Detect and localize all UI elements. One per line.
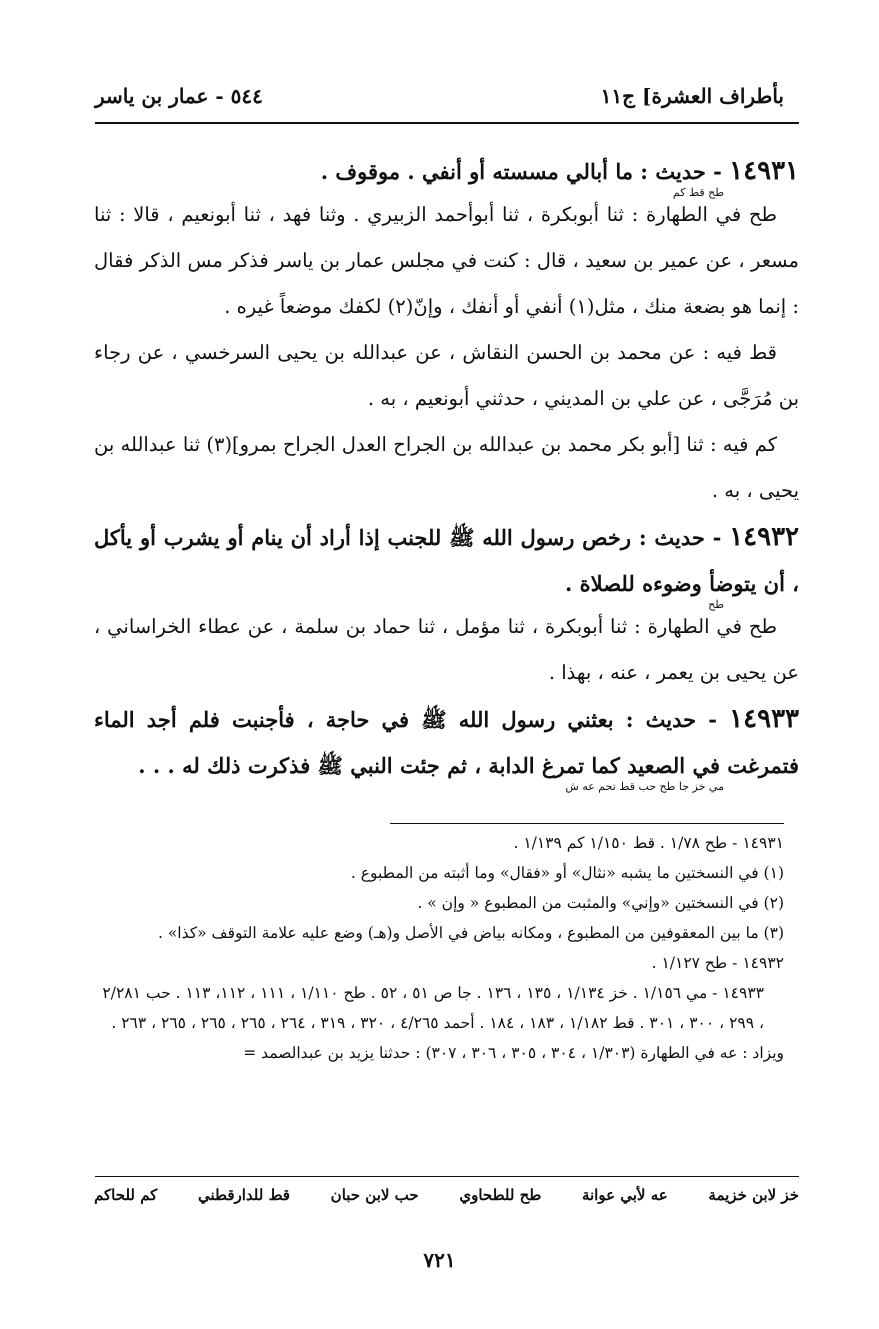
abbreviations-key [94, 1186, 799, 1204]
hadith-sigla: طح قط كم [672, 186, 724, 199]
hadith-title: - حديث : بعثني رسول الله ﷺ في حاجة ، فأجنبت فلم أجد الماء فتمرغت في الصعيد كما تمرغ الدابة ، ثم جئت النبي ﷺ فذكرت ذلك له . . . [94, 707, 799, 778]
footnote: ١٤٩٣٣ - مي ١/١٥٦ . خز ١/١٣٤ ، ١٣٥ ، ١٣٦ . جا ص ٥١ ، ٥٢ . طح ١/١١٠ ، ١١١ ، ١١٢، ١١٣ . حب ٢/٢٨١ ، ٢٩٩ ، ٣٠٠ ، ٣٠١ . قط ١/١٨٢ ، ١٨٣ ، ١٨٤ . أحمد ٤/٢٦٥ ، ٣٢٠ ، ٣١٩ ، ٢٦٤ ، ٢٦٥ ، ٢٦٥ ، ٢٦٥ ، ٢٦٣ . [102, 984, 764, 1032]
hadith-entry [94, 514, 799, 696]
abbreviation: عه لأبي عوانة [581, 1186, 668, 1204]
hadith-sigla: طح [708, 598, 724, 611]
hadith-number: ١٤٩٣١ [729, 156, 799, 186]
hadith-entry [94, 696, 799, 792]
footnote: (٢) في النسختين «وإني» والمثبت من المطبوع « وإن » . [417, 894, 784, 912]
footnote: ١٤٩٣٢ - طح ١/١٢٧ . [651, 954, 784, 972]
header-section-title: ٥٤٤ - عمار بن ياسر [95, 84, 263, 108]
hadith-heading [94, 148, 799, 198]
hadith-paragraph: طح في الطهارة : ثنا أبوبكرة ، ثنا أبوأحمد الزبيري . وثنا فهد ، ثنا أبونعيم ، قالا : ثنا مسعر ، عن عمير بن سعيد ، قال : كنت في مجلس عمار بن ياسر فذكر مس الذكر فقال : إنما هو بضعة منك ، مثل(١) أنفي أو أنفك ، وإنّ(٢) لكفك موضعاً غيره . [94, 203, 799, 318]
abbreviation: قط للدارقطني [198, 1186, 290, 1204]
abbreviation: طح للطحاوي [459, 1186, 542, 1204]
footnote: (٣) ما بين المعقوفين من المطبوع ، ومكانه بياض في الأصل و(هـ) وضع عليه علامة التوقف «كذا» . [157, 924, 784, 942]
hadith-heading [94, 696, 799, 792]
abbreviation: كم للحاكم [94, 1186, 158, 1204]
abbreviation: خز لابن خزيمة [708, 1186, 799, 1204]
hadith-sigla: مي خز جا طح حب قط تحم عه ش [565, 780, 724, 793]
footnote: (١) في النسختين ما يشبه «نثال» أو «فقال» وما أثبته من المطبوع . [350, 864, 784, 882]
footnote: ويزاد : عه في الطهارة (١/٣٠٣ ، ٣٠٤ ، ٣٠٥ ، ٣٠٦ ، ٣٠٧) : حدثنا يزيد بن عبدالصمد = [243, 1044, 784, 1062]
page-number: ٧٢١ [423, 1248, 456, 1272]
hadith-title: - حديث : رخص رسول الله ﷺ للجنب إذا أراد أن ينام أو يشرب أو يأكل ، أن يتوضأ وضوءه للصلاة . [94, 525, 799, 596]
hadith-paragraph: كم فيه : ثنا [أبو بكر محمد بن عبدالله بن الجراح العدل الجراح بمرو](٣) ثنا عبدالله بن يحيى ، به . [94, 433, 799, 502]
footnotes [94, 828, 784, 1068]
hadith-entry [94, 148, 799, 514]
footnote-rule [390, 823, 784, 824]
hadith-number: ١٤٩٣٣ [729, 704, 799, 734]
header-book-title: بأطراف العشرة] ج١١ [600, 84, 784, 108]
abbreviation: حب لابن حبان [330, 1186, 419, 1204]
header-rule [95, 122, 799, 124]
hadith-paragraph: طح في الطهارة : ثنا أبوبكرة ، ثنا مؤمل ، ثنا حماد بن سلمة ، عن عطاء الخراساني ، عن يحيى بن يعمر ، عنه ، بهذا . [94, 615, 799, 684]
hadith-paragraph: قط فيه : عن محمد بن الحسن النقاش ، عن عبدالله بن يحيى السرخسي ، عن رجاء بن مُرَجَّى ، عن علي بن المديني ، حدثني أبونعيم ، به . [94, 341, 799, 410]
hadith-number: ١٤٩٣٢ [729, 522, 800, 552]
abbreviations-rule [95, 1176, 799, 1177]
footnote: ١٤٩٣١ - طح ١/٧٨ . قط ١/١٥٠ كم ١/١٣٩ . [513, 834, 784, 852]
running-header [95, 84, 784, 114]
hadith-title: - حديث : ما أبالي مسسته أو أنفي . موقوف . [320, 159, 722, 184]
hadith-heading [94, 514, 799, 610]
main-text [94, 148, 800, 793]
